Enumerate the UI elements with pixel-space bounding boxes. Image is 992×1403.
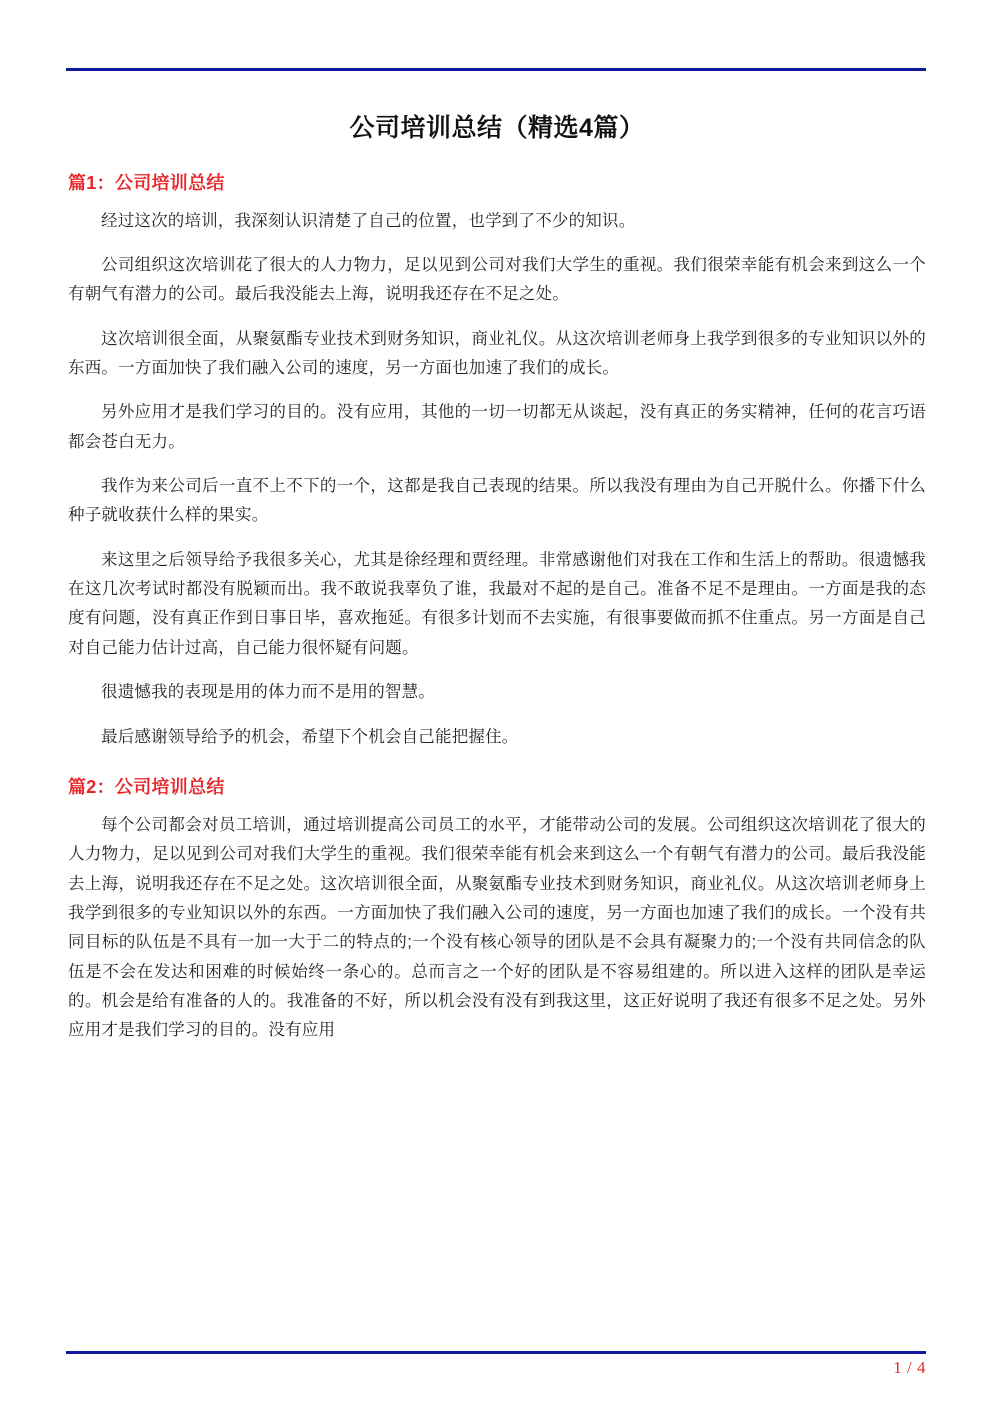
paragraph: 来这里之后领导给予我很多关心，尤其是徐经理和贾经理。非常感谢他们对我在工作和生活上的帮助。很遗憾我在这几次考试时都没有脱颖而出。我不敢说我辜负了谁，我最对不起的是自己。准备不足不是理由。一方面是我的态度有问题，没有真正作到日事日毕，喜欢拖延。有很多计划而不去实施，有很事要做而抓不住重点。另一方面是自己对自己能力估计过高，自己能力很怀疑有问题。 [68,550,926,657]
section-pian1 [68,170,926,752]
section-heading-1: 篇1：公司培训总结 [68,172,225,193]
paragraph: 这次培训很全面，从聚氨酯专业技术到财务知识，商业礼仪。从这次培训老师身上我学到很多的专业知识以外的东西。一方面加快了我们融入公司的速度，另一方面也加速了我们的成长。 [68,329,926,377]
header-divider [66,68,926,71]
paragraph: 很遗憾我的表现是用的体力而不是用的智慧。 [101,683,435,702]
paragraph: 我作为来公司后一直不上不下的一个，这都是我自己表现的结果。所以我没有理由为自己开脱什么。你播下什么种子就收获什么样的果实。 [68,477,926,525]
section-heading-2: 篇2：公司培训总结 [68,776,225,797]
paragraph: 另外应用才是我们学习的目的。没有应用，其他的一切一切都无从谈起，没有真正的务实精神，任何的花言巧语都会苍白无力。 [68,403,926,451]
page-title: 公司培训总结（精选4篇） [349,114,645,142]
footer-divider [66,1351,926,1354]
paragraph: 公司组织这次培训花了很大的人力物力，足以见到公司对我们大学生的重视。我们很荣幸能有机会来到这么一个有朝气有潜力的公司。最后我没能去上海，说明我还存在不足之处。 [68,255,926,304]
paragraph: 经过这次的培训，我深刻认识清楚了自己的位置，也学到了不少的知识。 [101,211,636,230]
document-content [68,110,926,1046]
paragraph: 每个公司都会对员工培训，通过培训提高公司员工的水平，才能带动公司的发展。公司组织这次培训花了很大的人力物力，足以见到公司对我们大学生的重视。我们很荣幸能有机会来到这么一个有朝气有潜力的公司。最后我没能去上海，说明我还存在不足之处。这次培训很全面，从聚氨酯专业技术到财务知识，商业礼仪。从这次培训老师身上我学到很多的专业知识以外的东西。一方面加快了我们融入公司的速度，另一方面也加速了我们的成长。一个没有共同目标的队伍是不具有一加一大于二的特点的;一个没有核心领导的团队是不会具有凝聚力的;一个没有共同信念的队伍是不会在发达和困难的时候始终一条心的。总而言之一个好的团队是不容易组建的。所以进入这样的团队是幸运的。机会是给有准备的人的。我准备的不好，所以机会没有没有到我这里，这正好说明了我还有很多不足之处。另外应用才是我们学习的目的。没有应用 [68,815,926,1040]
paragraph: 最后感谢领导给予的机会，希望下个机会自己能把握住。 [101,727,519,746]
page-number: 1 / 4 [893,1358,926,1377]
section-pian2 [68,774,926,1046]
